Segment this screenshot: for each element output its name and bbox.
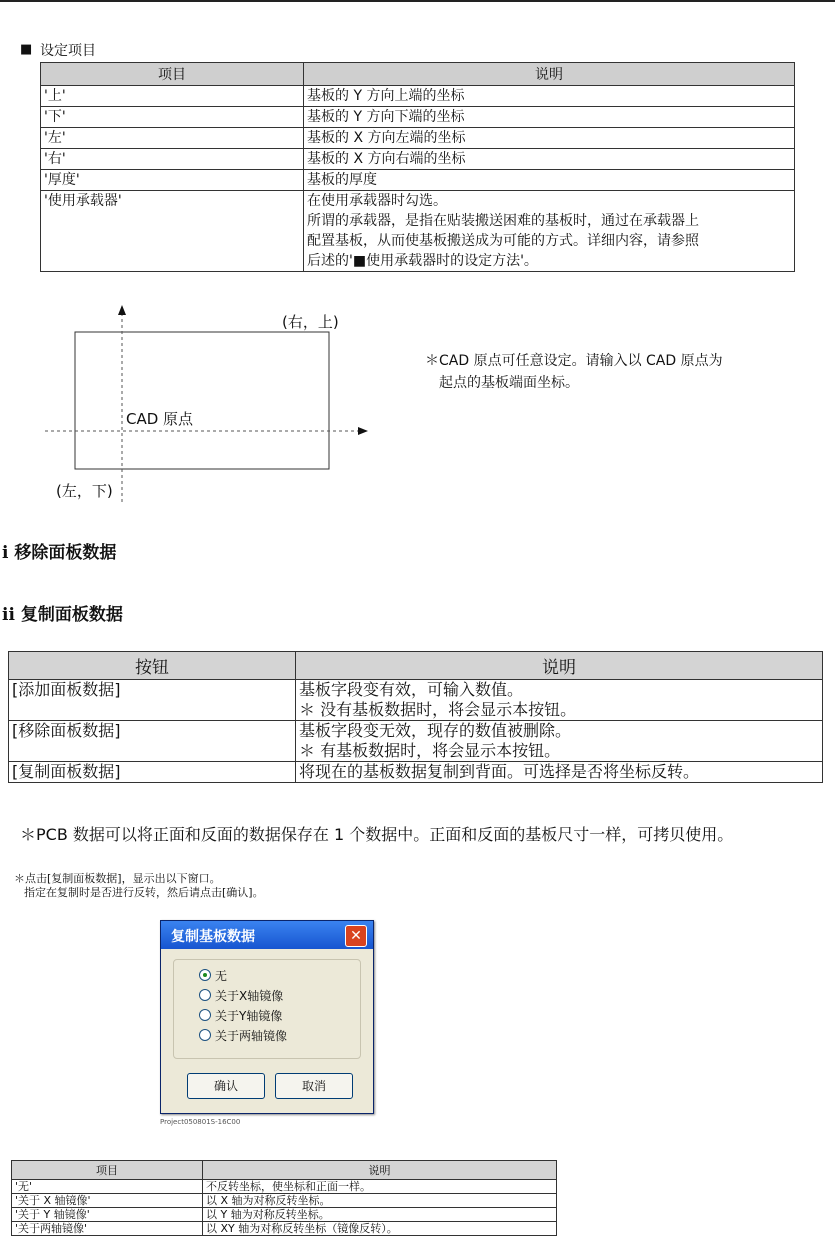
cell-item: '下' [41, 107, 304, 128]
table-row [9, 721, 823, 762]
table-row [12, 1180, 557, 1194]
dialog-title-bar [161, 921, 373, 949]
radio-none[interactable] [199, 967, 227, 984]
label-top-right: (右，上) [282, 313, 339, 331]
radio-x-mirror[interactable] [199, 987, 283, 1004]
note-line: 起点的基板端面坐标。 [439, 375, 579, 391]
copy-board-data-dialog [160, 920, 374, 1114]
radio-label: 无 [215, 969, 228, 983]
table-header-desc: 说明 [296, 652, 823, 680]
heading-remove-panel-data: i 移除面板数据 [2, 543, 117, 563]
desc-line: 基板字段变无效，现存的数值被删除。 [299, 721, 572, 740]
cell-desc: 基板的 X 方向右端的坐标 [304, 149, 795, 170]
x-axis-arrow [358, 427, 368, 435]
cell-item: '无' [12, 1180, 203, 1194]
cell-item: [移除面板数据] [9, 721, 296, 762]
desc-line: 在使用承载器时勾选。 [307, 193, 447, 209]
radio-icon[interactable] [199, 1009, 211, 1021]
label-bottom-left: (左，下) [56, 482, 113, 500]
table-row [41, 191, 795, 272]
table-row [41, 107, 795, 128]
cell-item: '右' [41, 149, 304, 170]
table-header-item: 项目 [12, 1161, 203, 1180]
dialog-title: 复制基板数据 [171, 929, 255, 945]
button-table [8, 651, 823, 783]
click-note [14, 872, 264, 900]
cell-desc: 以 XY 轴为对称反转坐标（镜像反转）。 [203, 1222, 557, 1236]
radio-label: 关于Y轴镜像 [215, 1009, 283, 1023]
table-header-item: 项目 [41, 63, 304, 86]
cell-item: '关于两轴镜像' [12, 1222, 203, 1236]
radio-both-mirror[interactable] [199, 1027, 287, 1044]
radio-icon[interactable] [199, 1029, 211, 1041]
board-outline [75, 332, 329, 469]
cell-desc [296, 680, 823, 721]
cell-desc: 基板的 Y 方向上端的坐标 [304, 86, 795, 107]
cell-item: '关于 Y 轴镜像' [12, 1208, 203, 1222]
cell-item: [复制面板数据] [9, 762, 296, 783]
top-rule [0, 0, 835, 2]
radio-label: 关于X轴镜像 [215, 989, 284, 1003]
label-cad-origin: CAD 原点 [126, 410, 194, 428]
cell-item: '使用承载器' [41, 191, 304, 272]
mirror-option-table [11, 1160, 557, 1236]
settings-table [40, 62, 795, 272]
close-icon[interactable]: ✕ [345, 925, 367, 947]
ok-button[interactable]: 确认 [187, 1073, 265, 1099]
table-row [41, 170, 795, 191]
cell-item: '上' [41, 86, 304, 107]
radio-y-mirror[interactable] [199, 1007, 282, 1024]
cell-desc: 基板的厚度 [304, 170, 795, 191]
table-row [12, 1222, 557, 1236]
radio-label: 关于两轴镜像 [215, 1029, 288, 1043]
pcb-note: ＊PCB 数据可以将正面和反面的数据保存在 1 个数据中。正面和反面的基板尺寸一样，可拷贝使用。 [20, 825, 734, 844]
table-row [12, 1194, 557, 1208]
desc-line: 后述的'■使用承载器时的设定方法'。 [307, 253, 538, 269]
cell-desc [304, 191, 795, 272]
heading-copy-panel-data: ii 复制面板数据 [2, 605, 123, 625]
cell-item: '厚度' [41, 170, 304, 191]
desc-line: 所谓的承载器，是指在贴装搬送困难的基板时，通过在承载器上 [307, 213, 699, 229]
cancel-button[interactable]: 取消 [275, 1073, 353, 1099]
cell-item: '关于 X 轴镜像' [12, 1194, 203, 1208]
desc-line: ＊ 没有基板数据时，将会显示本按钮。 [299, 700, 577, 719]
note-line: 指定在复制时是否进行反转，然后请点击[确认]。 [24, 886, 264, 899]
section-title: 设定项目 [40, 43, 96, 59]
table-row [41, 149, 795, 170]
table-row [41, 128, 795, 149]
table-row [9, 762, 823, 783]
cell-desc: 以 X 轴为对称反转坐标。 [203, 1194, 557, 1208]
cell-desc: 不反转坐标，使坐标和正面一样。 [203, 1180, 557, 1194]
table-row [41, 86, 795, 107]
desc-line: ＊ 有基板数据时，将会显示本按钮。 [299, 741, 561, 760]
note-line: ＊点击[复制面板数据]，显示出以下窗口。 [14, 872, 221, 885]
desc-line: 基板字段变有效，可输入数值。 [299, 680, 524, 699]
table-header-desc: 说明 [304, 63, 795, 86]
cell-item: '左' [41, 128, 304, 149]
table-row [12, 1208, 557, 1222]
table-row [9, 680, 823, 721]
y-axis-arrow [118, 305, 126, 315]
cell-desc: 基板的 X 方向左端的坐标 [304, 128, 795, 149]
radio-selected-icon[interactable] [199, 969, 211, 981]
dialog-caption: Project050801S-16C00 [160, 1118, 241, 1126]
desc-line: 配置基板，从而使基板搬送成为可能的方式。详细内容，请参照 [307, 233, 699, 249]
origin-note [425, 350, 723, 394]
table-header-button: 按钮 [9, 652, 296, 680]
note-line: ＊CAD 原点可任意设定。请输入以 CAD 原点为 [425, 353, 723, 369]
cell-desc: 基板的 Y 方向下端的坐标 [304, 107, 795, 128]
cell-item: [添加面板数据] [9, 680, 296, 721]
radio-icon[interactable] [199, 989, 211, 1001]
coordinate-diagram [0, 295, 420, 505]
table-header-desc: 说明 [203, 1161, 557, 1180]
section-bullet: ■ [20, 42, 33, 57]
cell-desc: 以 Y 轴为对称反转坐标。 [203, 1208, 557, 1222]
cell-desc [296, 721, 823, 762]
cell-desc: 将现在的基板数据复制到背面。可选择是否将坐标反转。 [296, 762, 823, 783]
